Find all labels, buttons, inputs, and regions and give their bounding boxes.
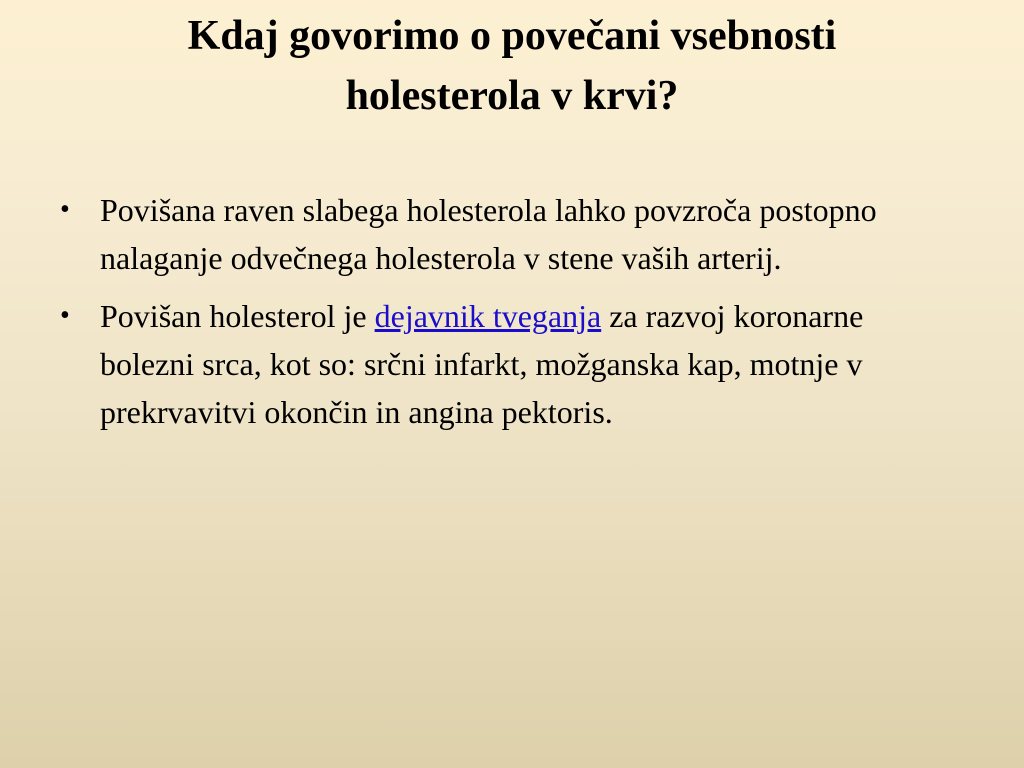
slide-title [60,6,964,126]
bullet-list [56,186,956,436]
bullet-dot-icon: • [60,194,70,225]
slide-title-line-1: Kdaj govorimo o povečani vsebnosti [187,13,837,59]
bullet-text [100,298,863,430]
slide-title-line-2: holesterola v krvi? [345,73,679,119]
bullet-text: Povišana raven slabega holesterola lahko povzroča postopno nalaganje odvečnega holesterola v stene vaših arterij. [100,192,877,276]
bullet-text-after-link: za razvoj koronarne bolezni srca, kot so: srčni infarkt, možganska kap, motnje v prekrvavitvi okončin in angina pektoris. [100,298,864,430]
bullet-text-before-link: Povišan holesterol je [100,298,375,334]
risk-factor-link[interactable]: dejavnik tveganja [374,298,602,334]
bullet-item-2 [56,292,956,436]
bullet-dot-icon: • [60,300,70,331]
bullet-item-1 [56,186,956,282]
